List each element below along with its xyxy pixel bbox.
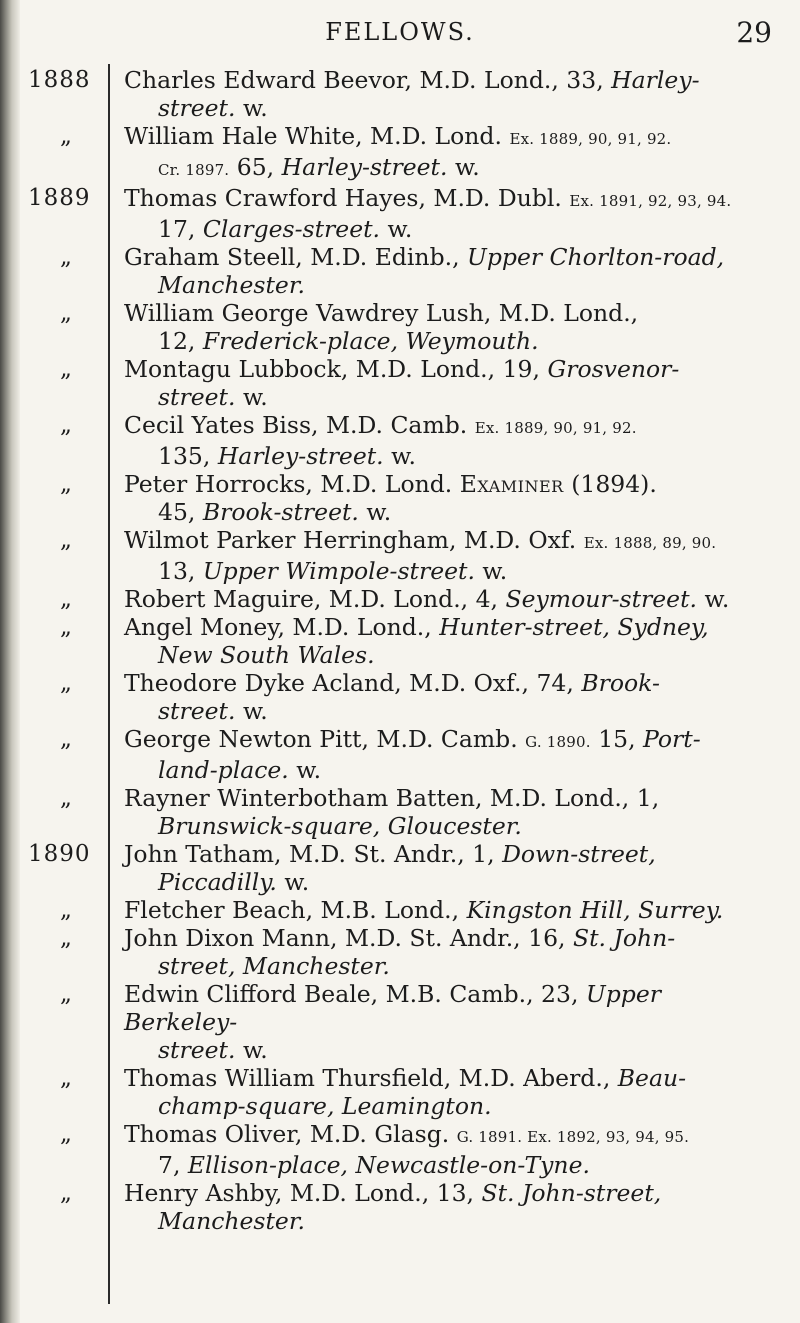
entry-postal-district: w. — [704, 585, 730, 613]
entry-text — [124, 470, 776, 526]
list-item — [0, 980, 800, 1064]
entry-text — [124, 355, 776, 411]
entry-name: Peter Horrocks, M.D. Lond. — [124, 470, 453, 498]
list-item — [0, 585, 800, 613]
entry-name: Graham Steell, M.D. Edinb., — [124, 243, 460, 271]
entry-text — [124, 924, 776, 980]
entry-street-number: 7, — [158, 1151, 181, 1179]
entry-address-cont: street. — [158, 94, 236, 122]
entry-text — [124, 299, 776, 355]
entry-name: Theodore Dyke Acland, M.D. Oxf., 74, — [124, 669, 574, 697]
entry-exam-years: G. 1891. Ex. 1892, 93, 94, 95. — [456, 1128, 690, 1146]
entry-address: St. John- — [572, 924, 676, 952]
entry-name: Edwin Clifford Beale, M.B. Camb., 23, — [124, 980, 579, 1008]
entry-text — [124, 784, 776, 840]
entry-text — [124, 411, 776, 470]
entry-year-ditto: „ — [60, 981, 73, 1007]
entry-name: William Hale White, M.D. Lond. — [124, 122, 502, 150]
list-item — [0, 243, 800, 299]
running-header — [0, 18, 800, 54]
entry-name: Rayner Winterbotham Batten, M.D. Lond., 1, — [124, 784, 660, 812]
entry-name: Fletcher Beach, M.B. Lond., — [124, 896, 460, 924]
list-item — [0, 184, 800, 243]
entry-name: William George Vawdrey Lush, M.D. Lond., — [124, 299, 639, 327]
entry-address: Down-street, — [502, 840, 656, 868]
entry-name: Thomas Crawford Hayes, M.D. Dubl. — [124, 184, 562, 212]
entry-postal-district: w. — [482, 557, 508, 585]
entry-exam-years: Ex. 1889, 90, 91, 92. — [509, 130, 672, 148]
entry-address: Grosvenor- — [547, 355, 680, 383]
entry-year-ditto: „ — [60, 1065, 73, 1091]
entry-text — [124, 613, 776, 669]
entry-street-number: 135, — [158, 442, 211, 470]
entry-year-ditto: „ — [60, 1180, 73, 1206]
entry-office: Examiner — [459, 470, 564, 498]
list-item — [0, 355, 800, 411]
fellows-list — [0, 66, 800, 1235]
entry-address-cont: Manchester. — [158, 271, 305, 299]
entry-postal-district: w. — [242, 94, 268, 122]
entry-year-ditto: „ — [60, 356, 73, 382]
entry-text — [124, 526, 776, 585]
entry-address: Brook-street. — [202, 498, 359, 526]
page-title: FELLOWS. — [325, 18, 475, 46]
entry-address: Upper Chorlton-road, — [467, 243, 725, 271]
entry-text — [124, 243, 776, 299]
entry-address-cont: New South Wales. — [158, 641, 375, 669]
entry-address-cont: land-place. — [158, 756, 289, 784]
entry-address: Kingston Hill, Surrey. — [466, 896, 724, 924]
entry-postal-district: w. — [242, 1036, 268, 1064]
list-item — [0, 122, 800, 184]
entry-year-ditto: „ — [60, 123, 73, 149]
entry-year-ditto: „ — [60, 300, 73, 326]
entry-text — [124, 122, 776, 184]
entry-street-number: 12, — [158, 327, 196, 355]
entry-year: 1890 — [28, 841, 91, 867]
entry-address: Harley-street. — [281, 153, 448, 181]
entry-address: Clarges-street. — [202, 215, 381, 243]
entry-street-number: 13, — [158, 557, 196, 585]
entry-address-cont: street, Manchester. — [158, 952, 390, 980]
entry-address-cont: street. — [158, 697, 236, 725]
entry-year: 1888 — [28, 67, 91, 93]
entry-text — [124, 66, 776, 122]
entry-address: Seymour-street. — [505, 585, 698, 613]
entry-street-number: 15, — [598, 725, 636, 753]
entry-text — [124, 184, 776, 243]
entry-address-cont: street. — [158, 383, 236, 411]
entry-address-cont: Piccadilly. — [158, 868, 277, 896]
entry-address: Ellison-place, Newcastle-on-Tyne. — [187, 1151, 590, 1179]
entry-exam-years: Ex. 1889, 90, 91, 92. — [474, 419, 637, 437]
entry-year-ditto: „ — [60, 244, 73, 270]
entry-year: 1889 — [28, 185, 91, 211]
entry-name: John Dixon Mann, M.D. St. Andr., 16, — [124, 924, 566, 952]
entry-year-ditto: „ — [60, 785, 73, 811]
entry-year-ditto: „ — [60, 1121, 73, 1147]
entry-name: Charles Edward Beevor, M.D. Lond., 33, — [124, 66, 604, 94]
entry-office-year: (1894). — [571, 470, 657, 498]
entry-exam-years: Ex. 1891, 92, 93, 94. — [569, 192, 732, 210]
entry-postal-district: w. — [454, 153, 480, 181]
list-item — [0, 299, 800, 355]
list-item — [0, 725, 800, 784]
entry-text — [124, 725, 776, 784]
entry-name: Wilmot Parker Herringham, M.D. Oxf. — [124, 526, 577, 554]
entry-name: John Tatham, M.D. St. Andr., 1, — [124, 840, 495, 868]
entry-address: Beau- — [617, 1064, 687, 1092]
entry-year-ditto: „ — [60, 527, 73, 553]
entry-text — [124, 669, 776, 725]
entry-street-number: 45, — [158, 498, 196, 526]
entry-year-ditto: „ — [60, 412, 73, 438]
entry-address-cont: Manchester. — [158, 1207, 305, 1235]
list-item — [0, 924, 800, 980]
list-item — [0, 784, 800, 840]
list-item — [0, 1179, 800, 1235]
entry-street-number: 17, — [158, 215, 196, 243]
list-item — [0, 896, 800, 924]
entry-address-cont: street. — [158, 1036, 236, 1064]
entry-address: Brunswick-square, Gloucester. — [158, 812, 522, 840]
list-item — [0, 1064, 800, 1120]
entry-year-ditto: „ — [60, 726, 73, 752]
entry-address: St. John-street, — [481, 1179, 662, 1207]
entry-address: Frederick-place, Weymouth. — [202, 327, 539, 355]
entry-censor-year: Cr. 1897. — [158, 161, 230, 179]
page-number: 29 — [736, 16, 772, 49]
entry-address: Port- — [643, 725, 701, 753]
entry-postal-district: w. — [242, 383, 268, 411]
entry-year-ditto: „ — [60, 586, 73, 612]
entry-year-ditto: „ — [60, 670, 73, 696]
entry-exam-years: Ex. 1888, 89, 90. — [583, 534, 717, 552]
entry-text — [124, 840, 776, 896]
entry-name: Montagu Lubbock, M.D. Lond., 19, — [124, 355, 540, 383]
entry-year-ditto: „ — [60, 471, 73, 497]
entry-name: Robert Maguire, M.D. Lond., 4, — [124, 585, 499, 613]
entry-year-ditto: „ — [60, 614, 73, 640]
entry-year-ditto: „ — [60, 897, 73, 923]
entry-name: Henry Ashby, M.D. Lond., 13, — [124, 1179, 475, 1207]
entry-year-ditto: „ — [60, 925, 73, 951]
entry-text — [124, 1064, 776, 1120]
list-item — [0, 411, 800, 470]
list-item — [0, 613, 800, 669]
entry-name: Angel Money, M.D. Lond., — [124, 613, 432, 641]
entry-postal-district: w. — [296, 756, 322, 784]
list-item — [0, 66, 800, 122]
entry-name: Cecil Yates Biss, M.D. Camb. — [124, 411, 468, 439]
entry-street-number: 65, — [236, 153, 275, 181]
entry-postal-district: w. — [387, 215, 413, 243]
list-item — [0, 526, 800, 585]
entry-postal-district: w. — [284, 868, 310, 896]
entry-text — [124, 1120, 776, 1179]
entry-text — [124, 896, 776, 924]
entry-gulstonian-year: G. 1890. — [525, 733, 591, 751]
entry-address-cont: champ-square, Leamington. — [158, 1092, 492, 1120]
entry-address: Upper Wimpole-street. — [202, 557, 475, 585]
entry-postal-district: w. — [391, 442, 416, 470]
entry-address: Brook- — [581, 669, 660, 697]
entry-address: Upper Berkeley- — [124, 980, 661, 1036]
entry-name: Thomas Oliver, M.D. Glasg. — [124, 1120, 450, 1148]
entry-text — [124, 585, 776, 613]
list-item — [0, 1120, 800, 1179]
entry-name: Thomas William Thursfield, M.D. Aberd., — [124, 1064, 611, 1092]
list-item — [0, 669, 800, 725]
list-item — [0, 470, 800, 526]
entry-name: George Newton Pitt, M.D. Camb. — [124, 725, 518, 753]
entry-postal-district: w. — [366, 498, 392, 526]
entry-text — [124, 1179, 776, 1235]
entry-address: Harley- — [611, 66, 700, 94]
entry-postal-district: w. — [242, 697, 268, 725]
entry-text — [124, 980, 776, 1064]
entry-address: Hunter-street, Sydney, — [439, 613, 709, 641]
entry-address: Harley-street. — [217, 442, 384, 470]
list-item — [0, 840, 800, 896]
